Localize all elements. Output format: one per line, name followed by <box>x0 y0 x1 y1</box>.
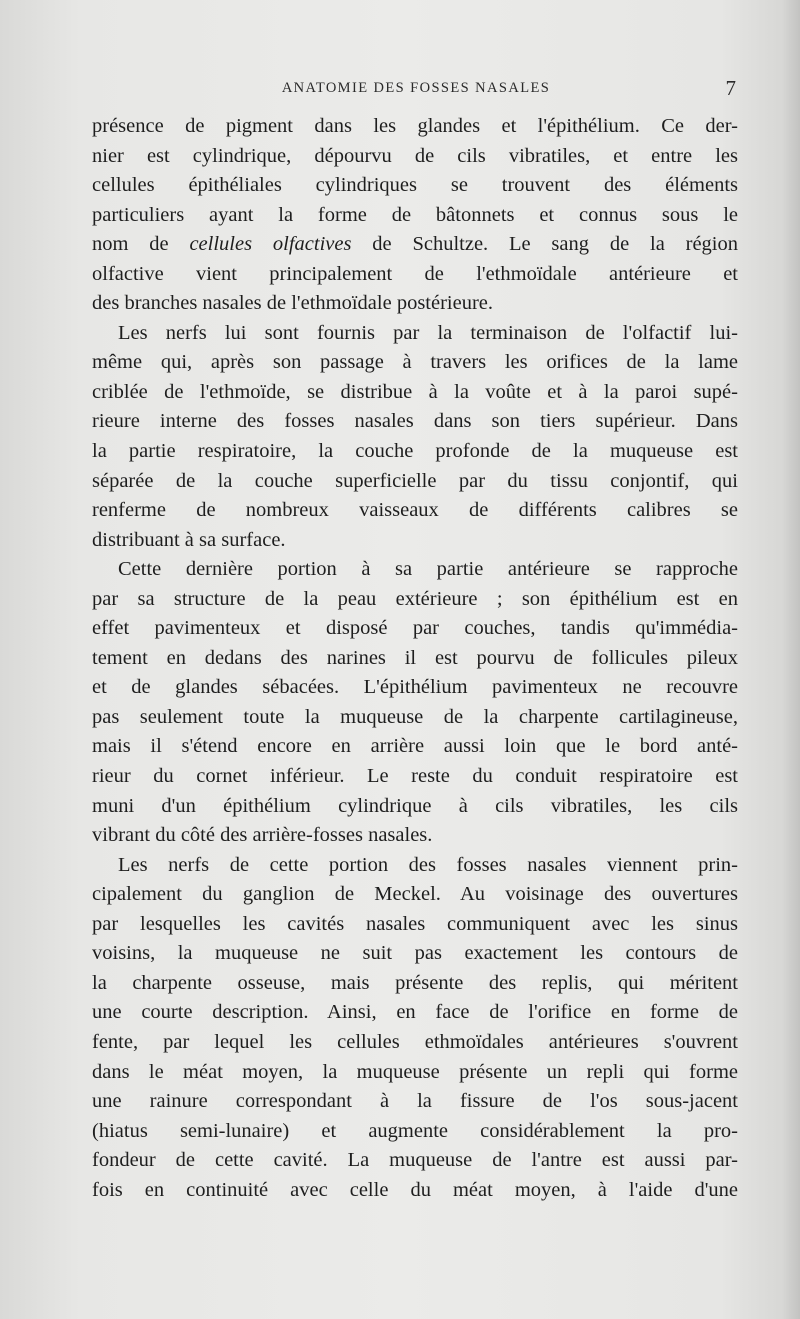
text-line: une courte description. Ainsi, en face de l'orifice en forme de <box>92 1001 738 1024</box>
text-line: cellules épithéliales cylindriques se trouvent des éléments <box>92 174 738 197</box>
text-line: nier est cylindrique, dépourvu de cils vibratiles, et entre les <box>92 144 738 167</box>
text-line: fente, par lequel les cellules ethmoïdales antérieures s'ouvrent <box>92 1030 738 1053</box>
text-line: par lesquelles les cavités nasales communiquent avec les sinus <box>92 912 738 935</box>
body-text <box>92 112 738 1205</box>
text-line: fois en continuité avec celle du méat moyen, à l'aide d'une <box>92 1178 738 1201</box>
running-head <box>92 78 740 100</box>
text-line: renferme de nombreux vaisseaux de différents calibres se <box>92 499 738 522</box>
text-line: la charpente osseuse, mais présente des replis, qui méritent <box>92 971 738 994</box>
text-line: Les nerfs de cette portion des fosses nasales viennent prin- <box>118 853 738 876</box>
text-line: mais il s'étend encore en arrière aussi loin que le bord anté- <box>92 735 738 758</box>
text-line: distribuant à sa surface. <box>92 528 286 551</box>
text-line: une rainure correspondant à la fissure de l'os sous-jacent <box>92 1090 738 1113</box>
text-line: muni d'un épithélium cylindrique à cils vibratiles, les cils <box>92 794 738 817</box>
text-line: effet pavimenteux et disposé par couches, tandis qu'immédia- <box>92 617 738 640</box>
text-line: nom de cellules olfactives de Schultze. Le sang de la région <box>92 233 739 256</box>
text-line: et de glandes sébacées. L'épithélium pavimenteux ne recouvre <box>92 676 738 699</box>
text-line: cipalement du ganglion de Meckel. Au voisinage des ouvertures <box>92 883 738 906</box>
text-line: pas seulement toute la muqueuse de la charpente cartilagineuse, <box>92 705 738 728</box>
page-number: 7 <box>725 76 736 100</box>
text-line: des branches nasales de l'ethmoïdale postérieure. <box>92 292 494 315</box>
text-line: vibrant du côté des arrière-fosses nasales. <box>92 824 433 847</box>
text-line: voisins, la muqueuse ne suit pas exactement les contours de <box>92 942 738 965</box>
text-line: criblée de l'ethmoïde, se distribue à la voûte et à la paroi supé- <box>92 380 738 403</box>
italic-term: cellules olfactives <box>189 233 352 256</box>
text-line: tement en dedans des narines il est pourvu de follicules pileux <box>92 646 738 669</box>
text-line: dans le méat moyen, la muqueuse présente un repli qui forme <box>92 1060 738 1083</box>
text-line: par sa structure de la peau extérieure ; son épithélium est en <box>92 587 738 610</box>
text-line: Les nerfs lui sont fournis par la terminaison de l'olfactif lui- <box>118 321 738 344</box>
text-line: rieur du cornet inférieur. Le reste du conduit respiratoire est <box>92 765 738 788</box>
text-line: fondeur de cette cavité. La muqueuse de l'antre est aussi par- <box>92 1149 738 1172</box>
text-line: Cette dernière portion à sa partie antérieure se rapproche <box>118 558 738 581</box>
text-line: (hiatus semi-lunaire) et augmente considérablement la pro- <box>92 1119 738 1142</box>
text-line: particuliers ayant la forme de bâtonnets et connus sous le <box>92 203 738 226</box>
running-title: ANATOMIE DES FOSSES NASALES <box>281 80 551 96</box>
text-line: même qui, après son passage à travers les orifices de la lame <box>92 351 738 374</box>
text-line: rieure interne des fosses nasales dans son tiers supérieur. Dans <box>92 410 738 433</box>
text-line: la partie respiratoire, la couche profonde de la muqueuse est <box>92 440 738 463</box>
text-line: olfactive vient principalement de l'ethmoïdale antérieure et <box>92 262 738 285</box>
text-line: séparée de la couche superficielle par du tissu conjontif, qui <box>92 469 738 492</box>
text-line: présence de pigment dans les glandes et l'épithélium. Ce der- <box>92 115 738 137</box>
